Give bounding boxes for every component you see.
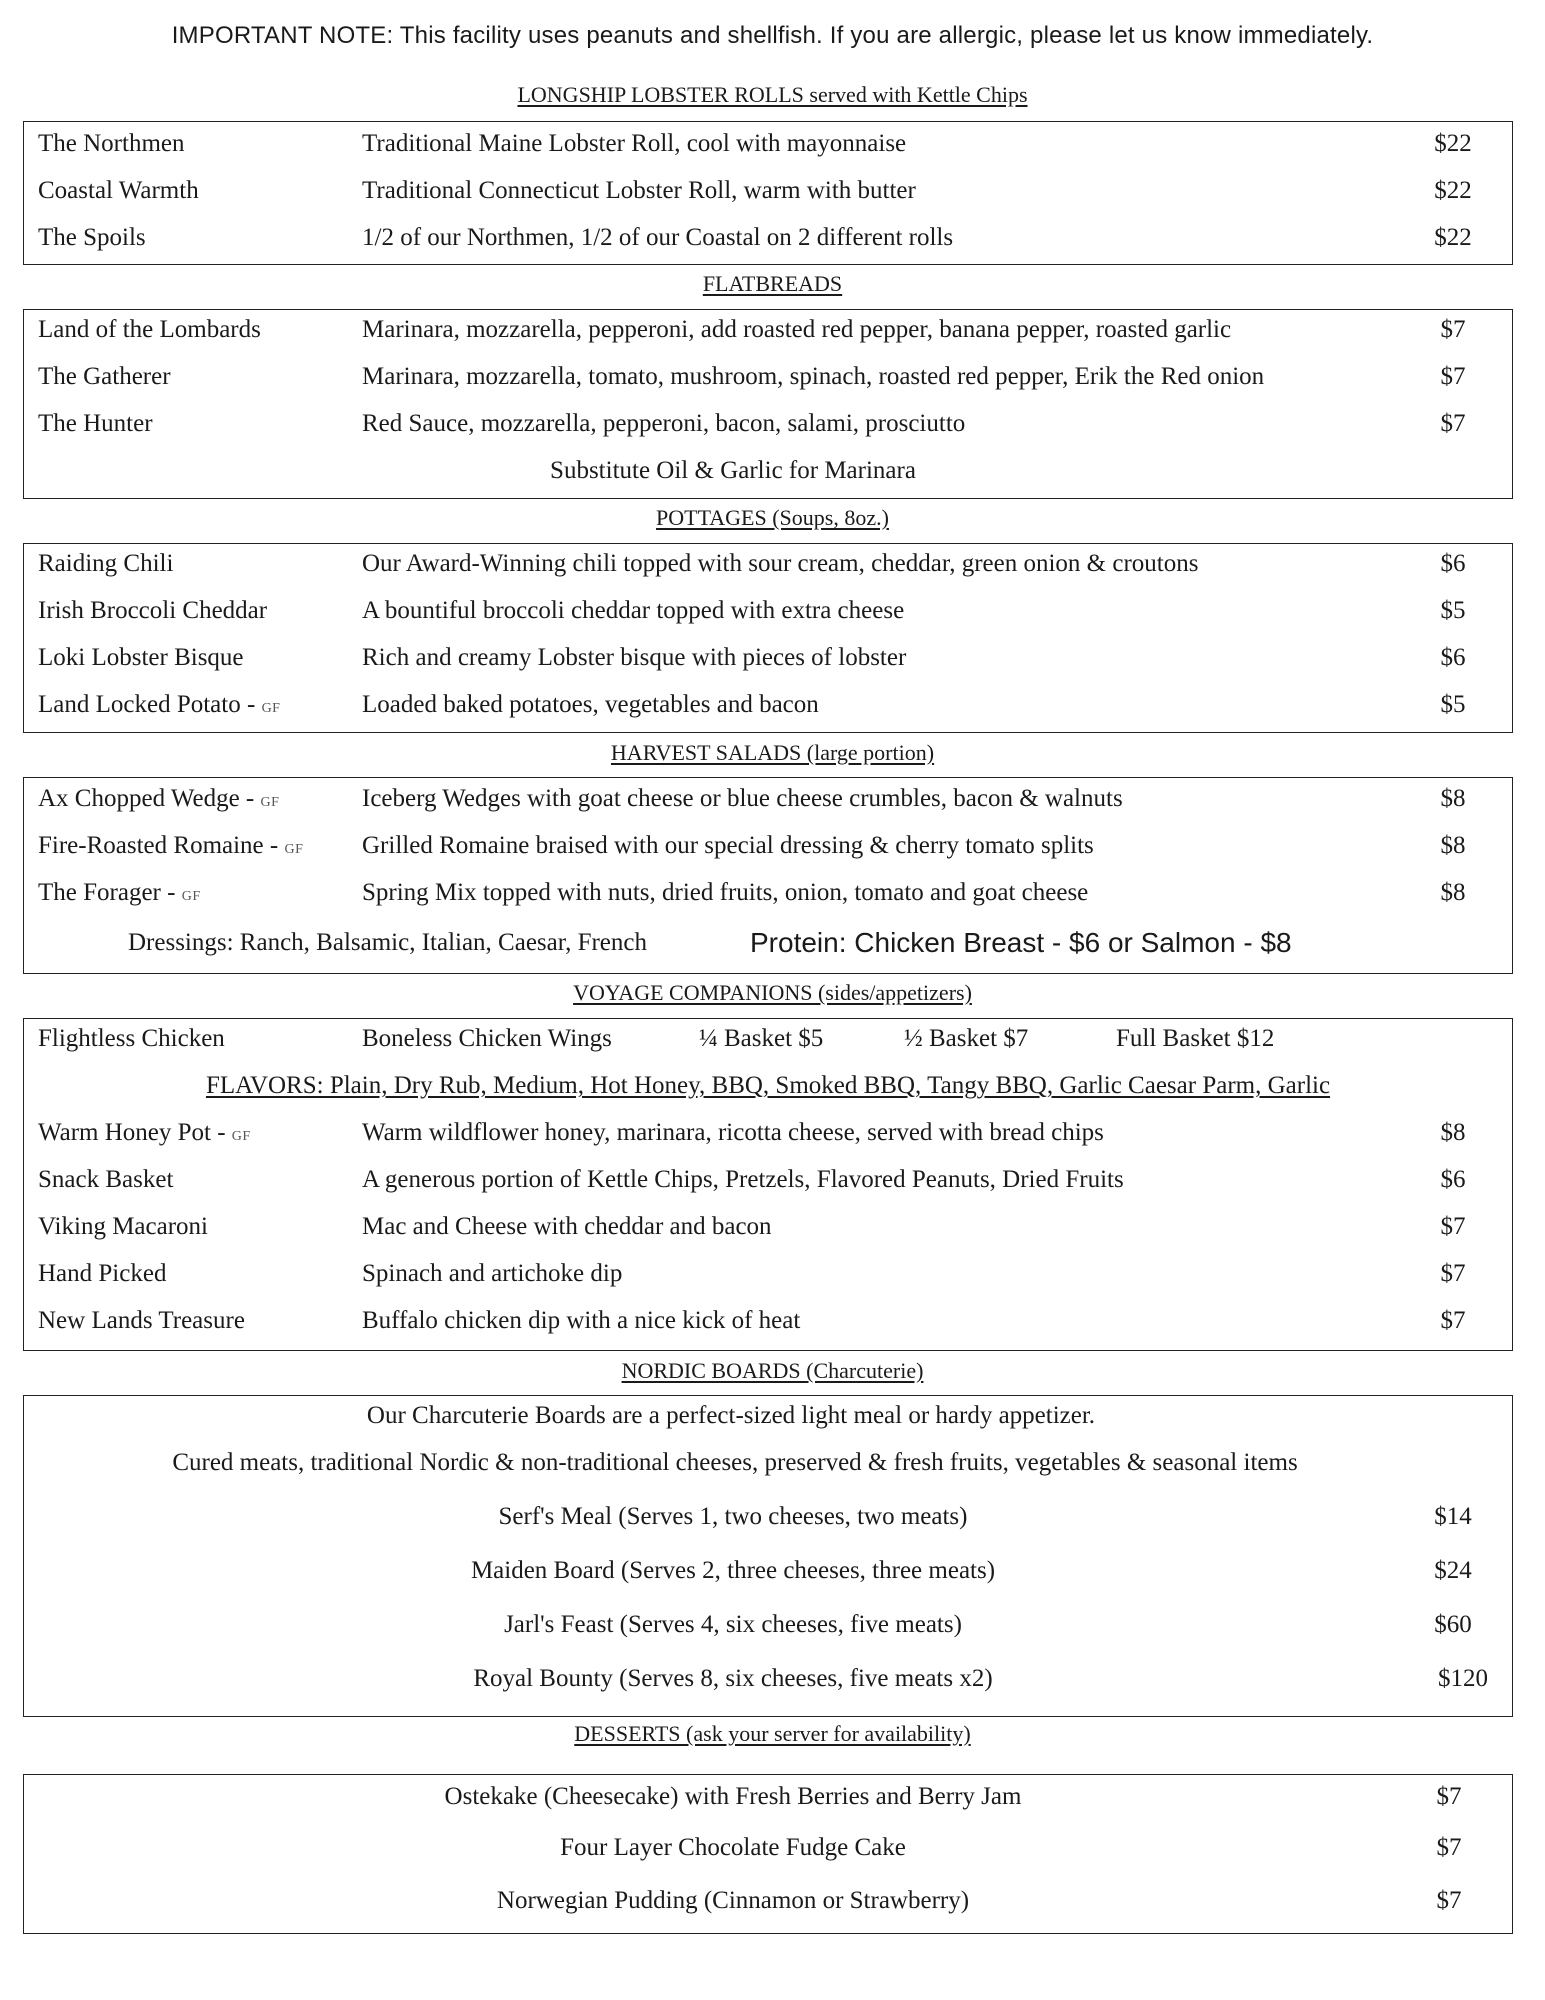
dessert-name: Norwegian Pudding (Cinnamon or Strawberry)	[496, 1887, 970, 1914]
item-name: The Gatherer	[38, 363, 171, 390]
flavors-row	[24, 1068, 1512, 1104]
board-name: Royal Bounty (Serves 8, six cheeses, five meats x2)	[473, 1665, 993, 1692]
lobster-box	[23, 121, 1513, 265]
board-name: Maiden Board (Serves 2, three cheeses, three meats)	[470, 1557, 996, 1584]
item-name: The Hunter	[38, 410, 153, 437]
intro-text: Our Charcuterie Boards are a perfect-sized light meal or hardy appetizer.	[366, 1402, 1096, 1429]
gluten-free-tag: GF	[260, 795, 280, 810]
item-price: $120	[1438, 1665, 1488, 1692]
item-price: $7	[1440, 1213, 1466, 1240]
item-price: $7	[1436, 1887, 1462, 1914]
board-row	[24, 1607, 1512, 1643]
item-price: $24	[1434, 1557, 1472, 1584]
item-description: Warm wildflower honey, marinara, ricotta cheese, served with bread chips	[362, 1119, 1104, 1146]
item-price: $7	[1440, 316, 1466, 343]
item-description: Rich and creamy Lobster bisque with pieces of lobster	[362, 644, 907, 671]
item-name: Coastal Warmth	[38, 177, 199, 204]
gluten-free-tag: GF	[284, 842, 304, 857]
item-price: $22	[1434, 130, 1472, 157]
board-name: Serf's Meal (Serves 1, two cheeses, two meats)	[498, 1503, 968, 1530]
menu-row	[24, 546, 1512, 582]
menu-row	[24, 173, 1512, 209]
menu-row	[24, 406, 1512, 442]
companions-section-title: VOYAGE COMPANIONS (sides/appetizers)	[573, 980, 972, 1005]
item-price: $5	[1440, 597, 1466, 624]
boards-box	[23, 1395, 1513, 1717]
companions-box	[23, 1018, 1513, 1351]
item-price: $8	[1440, 832, 1466, 859]
dessert-row	[24, 1830, 1512, 1866]
desserts-box	[23, 1774, 1513, 1934]
item-name: Warm Honey Pot - GF	[38, 1119, 251, 1146]
salad-options-row	[24, 925, 1512, 961]
item-name: The Spoils	[38, 224, 146, 251]
item-description: Grilled Romaine braised with our special dressing & cherry tomato splits	[362, 832, 1094, 859]
flatbreads-section-title: FLATBREADS	[702, 271, 843, 296]
menu-row	[24, 640, 1512, 676]
board-row	[24, 1661, 1512, 1697]
menu-row	[24, 220, 1512, 256]
item-description: Marinara, mozzarella, tomato, mushroom, spinach, roasted red pepper, Erik the Red onion	[362, 363, 1265, 390]
desserts-section-title: DESSERTS (ask your server for availability)	[574, 1721, 971, 1746]
board-name: Jarl's Feast (Serves 4, six cheeses, five meats)	[504, 1611, 962, 1638]
menu-row	[24, 875, 1512, 911]
menu-row	[24, 126, 1512, 162]
item-name: Land Locked Potato - GF	[38, 691, 281, 718]
item-price: $22	[1434, 224, 1472, 251]
substitute-text: Substitute Oil & Garlic for Marinara	[550, 457, 916, 484]
protein-options: Protein: Chicken Breast - $6 or Salmon - $8	[750, 927, 1292, 958]
item-name: Loki Lobster Bisque	[38, 644, 244, 671]
item-price: $8	[1440, 1119, 1466, 1146]
boards-intro-1	[24, 1398, 1512, 1434]
menu-row	[24, 1303, 1512, 1339]
item-name: New Lands Treasure	[38, 1307, 245, 1334]
half-basket-price: ½ Basket $7	[904, 1025, 1029, 1052]
item-name: Land of the Lombards	[38, 316, 261, 343]
pottages-box	[23, 543, 1513, 733]
item-description: 1/2 of our Northmen, 1/2 of our Coastal on 2 different rolls	[362, 224, 954, 251]
pottages-section-title: POTTAGES (Soups, 8oz.)	[656, 505, 889, 530]
item-price: $7	[1436, 1834, 1462, 1861]
item-price: $60	[1434, 1611, 1472, 1638]
intro-text: Cured meats, traditional Nordic & non-traditional cheeses, preserved & fresh fruits, vegetables & seasonal items	[172, 1449, 1298, 1476]
wing-flavors: FLAVORS: Plain, Dry Rub, Medium, Hot Honey, BBQ, Smoked BBQ, Tangy BBQ, Garlic Caesar Parm, Garlic	[205, 1072, 1331, 1099]
quarter-basket-price: ¼ Basket $5	[699, 1025, 824, 1052]
lobster-section-title: LONGSHIP LOBSTER ROLLS served with Kettle Chips	[517, 82, 1028, 107]
gluten-free-tag: GF	[181, 889, 201, 904]
item-description: Traditional Maine Lobster Roll, cool with mayonnaise	[362, 130, 907, 157]
menu-row	[24, 1256, 1512, 1292]
item-description: Red Sauce, mozzarella, pepperoni, bacon, salami, prosciutto	[362, 410, 966, 437]
item-price: $6	[1440, 644, 1466, 671]
item-price: $14	[1434, 1503, 1472, 1530]
item-name: Raiding Chili	[38, 550, 174, 577]
item-name: Irish Broccoli Cheddar	[38, 597, 268, 624]
menu-row	[24, 828, 1512, 864]
item-description: Mac and Cheese with cheddar and bacon	[362, 1213, 772, 1240]
item-price: $7	[1440, 410, 1466, 437]
item-price: $6	[1440, 550, 1466, 577]
boards-section-title: NORDIC BOARDS (Charcuterie)	[621, 1358, 924, 1383]
item-price: $7	[1436, 1783, 1462, 1810]
item-description: A bountiful broccoli cheddar topped with extra cheese	[362, 597, 905, 624]
dessert-row	[24, 1779, 1512, 1815]
item-price: $5	[1440, 691, 1466, 718]
item-name: The Northmen	[38, 130, 185, 157]
menu-row	[24, 1209, 1512, 1245]
menu-row	[24, 1115, 1512, 1151]
menu-row	[24, 1162, 1512, 1198]
allergy-note: IMPORTANT NOTE: This facility uses peanuts and shellfish. If you are allergic, please let us know immediately.	[171, 22, 1374, 49]
item-name: Hand Picked	[38, 1260, 167, 1287]
item-description: Marinara, mozzarella, pepperoni, add roasted red pepper, banana pepper, roasted garlic	[362, 316, 1232, 343]
item-price: $8	[1440, 785, 1466, 812]
board-row	[24, 1553, 1512, 1589]
item-price: $22	[1434, 177, 1472, 204]
menu-row	[24, 593, 1512, 629]
item-description: Spinach and artichoke dip	[362, 1260, 623, 1287]
salads-section-title: HARVEST SALADS (large portion)	[610, 740, 935, 765]
menu-row	[24, 781, 1512, 817]
item-description: Buffalo chicken dip with a nice kick of heat	[362, 1307, 801, 1334]
dessert-name: Ostekake (Cheesecake) with Fresh Berries and Berry Jam	[444, 1783, 1022, 1810]
item-name: Ax Chopped Wedge - GF	[38, 785, 280, 812]
flatbreads-box	[23, 309, 1513, 499]
item-description: Spring Mix topped with nuts, dried fruits, onion, tomato and goat cheese	[362, 879, 1089, 906]
flatbread-substitute-note	[24, 453, 1512, 489]
board-row	[24, 1499, 1512, 1535]
item-price: $7	[1440, 1260, 1466, 1287]
full-basket-price: Full Basket $12	[1116, 1025, 1275, 1052]
gluten-free-tag: GF	[231, 1129, 251, 1144]
menu-row	[24, 312, 1512, 348]
item-description: Loaded baked potatoes, vegetables and bacon	[362, 691, 819, 718]
item-name: Flightless Chicken	[38, 1025, 225, 1052]
item-name: Snack Basket	[38, 1166, 174, 1193]
item-description: Traditional Connecticut Lobster Roll, warm with butter	[362, 177, 916, 204]
item-name: Viking Macaroni	[38, 1213, 208, 1240]
dressings-list: Dressings: Ranch, Balsamic, Italian, Caesar, French	[128, 929, 647, 956]
item-name: The Forager - GF	[38, 879, 201, 906]
item-price: $7	[1440, 363, 1466, 390]
gluten-free-tag: GF	[261, 701, 281, 716]
salads-box	[23, 777, 1513, 974]
item-description: Iceberg Wedges with goat cheese or blue cheese crumbles, bacon & walnuts	[362, 785, 1123, 812]
item-price: $8	[1440, 879, 1466, 906]
wings-row	[24, 1021, 1512, 1057]
item-description: A generous portion of Kettle Chips, Pretzels, Flavored Peanuts, Dried Fruits	[362, 1166, 1124, 1193]
item-description: Boneless Chicken Wings	[362, 1025, 612, 1052]
dessert-name: Four Layer Chocolate Fudge Cake	[560, 1834, 906, 1861]
menu-row	[24, 359, 1512, 395]
item-description: Our Award-Winning chili topped with sour cream, cheddar, green onion & croutons	[362, 550, 1199, 577]
item-price: $7	[1440, 1307, 1466, 1334]
dessert-row	[24, 1883, 1512, 1919]
boards-intro-2	[24, 1445, 1512, 1481]
item-price: $6	[1440, 1166, 1466, 1193]
menu-row	[24, 687, 1512, 723]
item-name: Fire-Roasted Romaine - GF	[38, 832, 304, 859]
